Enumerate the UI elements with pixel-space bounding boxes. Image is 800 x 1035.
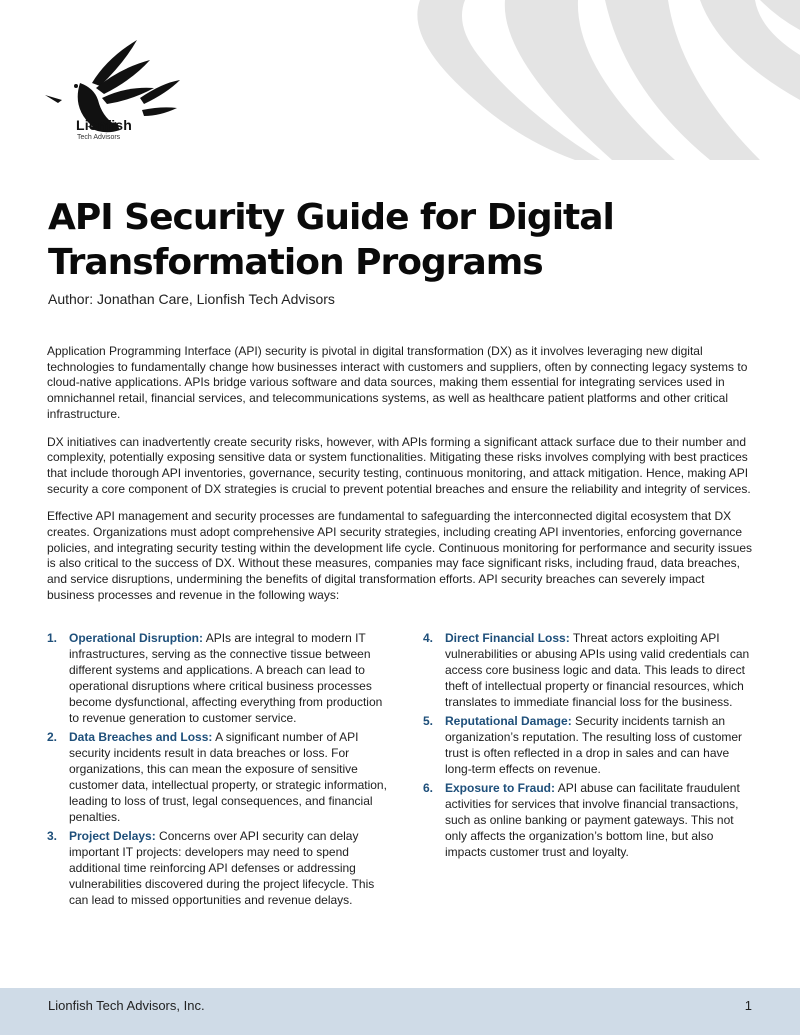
page-number: 1 bbox=[744, 998, 752, 1013]
list-item bbox=[47, 729, 387, 825]
item-term: Exposure to Fraud: bbox=[445, 781, 556, 795]
impact-list-right bbox=[423, 630, 755, 863]
impact-list-left bbox=[47, 630, 387, 911]
page-title: API Security Guide for Digital Transformation Programs bbox=[48, 197, 614, 283]
list-item bbox=[423, 713, 755, 777]
list-item bbox=[423, 630, 755, 710]
item-term: Project Delays: bbox=[69, 829, 156, 843]
item-term: Reputational Damage: bbox=[445, 714, 572, 728]
item-number: 1. bbox=[47, 631, 58, 645]
item-text: Concerns over API security can delay important IT projects: developers may need to spend additional time reinforcing API defenses or addressing vulnerabilities discovered during the project lifecycle. This can lead to missed opportunities and revenue delays. bbox=[69, 829, 375, 907]
item-number: 6. bbox=[423, 781, 434, 795]
intro-body bbox=[47, 344, 755, 616]
list-item bbox=[423, 780, 755, 860]
list-item bbox=[47, 828, 387, 908]
author-line: Author: Jonathan Care, Lionfish Tech Advisors bbox=[48, 291, 335, 307]
item-term: Data Breaches and Loss: bbox=[69, 730, 213, 744]
item-number: 4. bbox=[423, 631, 434, 645]
page-footer bbox=[0, 988, 800, 1035]
paragraph: Effective API management and security processes are fundamental to safeguarding the interconnected digital ecosystem that DX creates. Organizations must adopt comprehensive API security strategies, including creating API inventories, enforcing governance policies, and integrating security testing within the development life cycle. Continuous monitoring for performance and security issues is also critical to the success of DX. Without these measures, companies may face significant risks, including fraud, data breaches, and service disruptions, undermining the benefits of digital transformation efforts. API security breaches can severely impact business processes and revenue in the following ways: bbox=[47, 509, 753, 602]
footer-company: Lionfish Tech Advisors, Inc. bbox=[48, 998, 205, 1013]
item-text: API abuse can facilitate fraudulent activities for services that involve financial transactions, such as online banking or payment gateways. This not only affects the organization’s bottom line, but also impacts customer trust and loyalty. bbox=[445, 781, 740, 859]
item-text: Threat actors exploiting API vulnerabilities or abusing APIs using valid credentials can access core business logic and data. This leads to direct theft of intellectual property or financial resources, which translates to immediate financial loss for the business. bbox=[445, 631, 750, 709]
brand-name: Lionfish bbox=[76, 117, 133, 133]
item-term: Direct Financial Loss: bbox=[445, 631, 570, 645]
item-text: Security incidents tarnish an organization’s reputation. The resulting loss of customer trust is often reflected in a drop in sales and can have long-term effects on revenue. bbox=[445, 714, 743, 776]
item-number: 3. bbox=[47, 829, 58, 843]
item-term: Operational Disruption: bbox=[69, 631, 204, 645]
paragraph: Application Programming Interface (API) security is pivotal in digital transformation (DX) as it involves leveraging new digital technologies to fundamentally change how businesses interact with customers and suppliers, often by connecting legacy systems to cloud-native applications. APIs bridge various software and data sources, making them essential for integrating services used in omnichannel retail, financial services, and telecommunications systems, as well as healthcare patient platforms and other critical infrastructure. bbox=[47, 344, 748, 421]
item-text: A significant number of API security incidents result in data breaches or loss. For organizations, this can mean the exposure of sensitive customer data, intellectual property, or strategic information, leading to loss of trust, legal consequences, and financial penalties. bbox=[69, 730, 387, 824]
item-number: 2. bbox=[47, 730, 58, 744]
paragraph: DX initiatives can inadvertently create security risks, however, with APIs forming a significant attack surface due to their number and complexity, potentially exposing sensitive data or system functionalities. Mitigating these risks involves complying with best practices that include thorough API inventories, governance, security testing, continuous monitoring, and attack mitigation. Hence, making API security a core component of DX strategies is crucial to prevent potential breaches and ensure the reliability and integrity of services. bbox=[47, 434, 751, 496]
brand-tagline: Tech Advisors bbox=[77, 134, 121, 141]
item-number: 5. bbox=[423, 714, 434, 728]
list-item bbox=[47, 630, 387, 726]
item-text: APIs are integral to modern IT infrastructures, serving as the connective tissue between different systems and applications. A breach can lead to operational disruptions where critical business processes become dysfunctional, affecting everything from production to revenue generation to customer service. bbox=[69, 631, 383, 725]
